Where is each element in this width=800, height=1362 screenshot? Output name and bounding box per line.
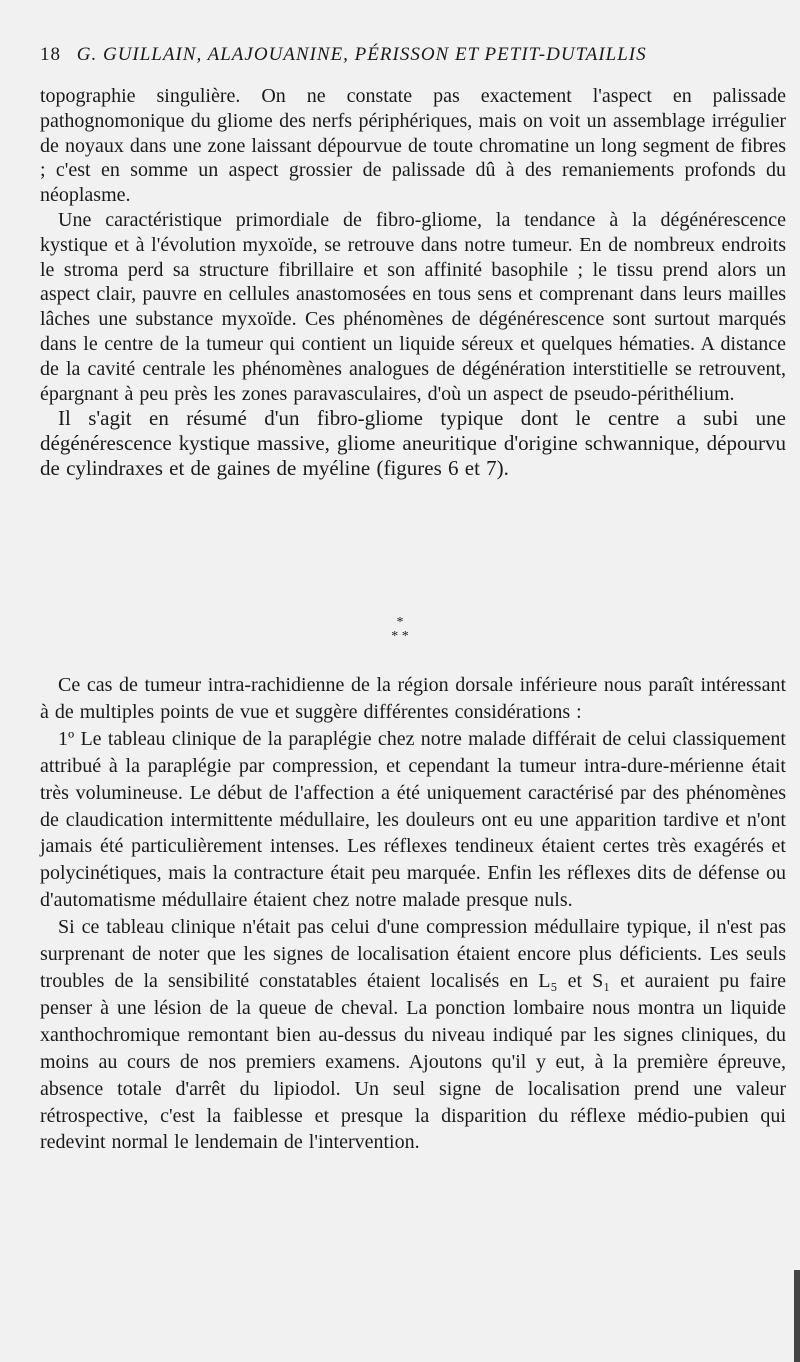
section-histology (40, 84, 786, 481)
section-discussion (40, 672, 786, 1156)
separator-bottom: * * (391, 629, 409, 644)
paragraph: 1º Le tableau clinique de la paraplégie chez notre malade différait de celui classiquement attribué à la paraplégie par compression, et cependant la tumeur intra-dure-mérienne était très volumineuse. Le début de l'affection a été uniquement caractérisé par des phénomènes de claudication intermittente médullaire, les douleurs ont eu une apparition tardive et n'ont jamais été particulièrement intenses. Les réflexes tendineux étaient certes très exagérés et polycinétiques, mais la contracture était peu marquée. Enfin les réflexes dits de défense ou d'automatisme médullaire étaient chez notre malade presque nuls. (40, 727, 786, 912)
paragraph: Si ce tableau clinique n'était pas celui d'une compression médullaire typique, il n'est pas surprenant de noter que les signes de localisation étaient encore plus déficients. Les seuls troubles de la sensibilité constatables étaient localisés en L₅ et S₁ et auraient pu faire penser à une lésion de la queue de cheval. La ponction lombaire nous montra un liquide xanthochromique remontant bien au-dessus du niveau indiqué par les signes cliniques, du moins au cours de nos premiers examens. Ajoutons qu'il y eut, à la première épreuve, absence totale d'arrêt du lipiodol. Un seul signe de localisation prend une valeur rétrospective, c'est la faiblesse et presque la disparition du réflexe médio-pubien qui redevint normal le lendemain de l'intervention. (40, 916, 786, 1154)
paragraph: Une caractéristique primordiale de fibro-gliome, la tendance à la dégénérescence kystique et à l'évolution myxoïde, se retrouve dans notre tumeur. En de nombreux endroits le stroma perd sa structure fibrillaire et son affinité basophile ; le tissu prend alors un aspect clair, pauvre en cellules anastomosées en tous sens et comprenant dans leurs mailles lâches une substance myxoïde. Ces phénomènes de dégénérescence sont surtout marqués dans le centre de la tumeur qui contient un liquide séreux et quelques hématies. A distance de la cavité centrale les phénomènes analogues de dégénération interstitielle se retrouvent, épargnant à peu près les zones paravasculaires, d'où un aspect de pseudo-périthélium. (40, 208, 786, 405)
page-number: 18 (40, 44, 61, 65)
separator-top: * (396, 615, 404, 630)
running-header (40, 44, 780, 66)
paragraph: Il s'agit en résumé d'un fibro-gliome typique dont le centre a subi une dégénérescence kystique massive, gliome aneuritique d'origine schwannique, dépourvu de cylindraxes et de gaines de myéline (figures 6 et 7). (40, 406, 786, 480)
paragraph: topographie singulière. On ne constate pas exactement l'aspect en palissade pathognomonique du gliome des nerfs périphériques, mais on voit un assemblage irrégulier de noyaux dans une zone laissant dépourvue de toute chromatine un long segment de fibres ; c'est en somme un aspect grossier de palissade dû à des remaniements profonds du néoplasme. (40, 85, 786, 207)
running-title: G. GUILLAIN, ALAJOUANINE, PÉRISSON ET PETIT-DUTAILLIS (76, 44, 647, 65)
section-separator (0, 616, 800, 656)
page-edge-shadow (794, 1270, 800, 1362)
paragraph: Ce cas de tumeur intra-rachidienne de la région dorsale inférieure nous paraît intéressant à de multiples points de vue et suggère différentes considérations : (40, 674, 786, 723)
